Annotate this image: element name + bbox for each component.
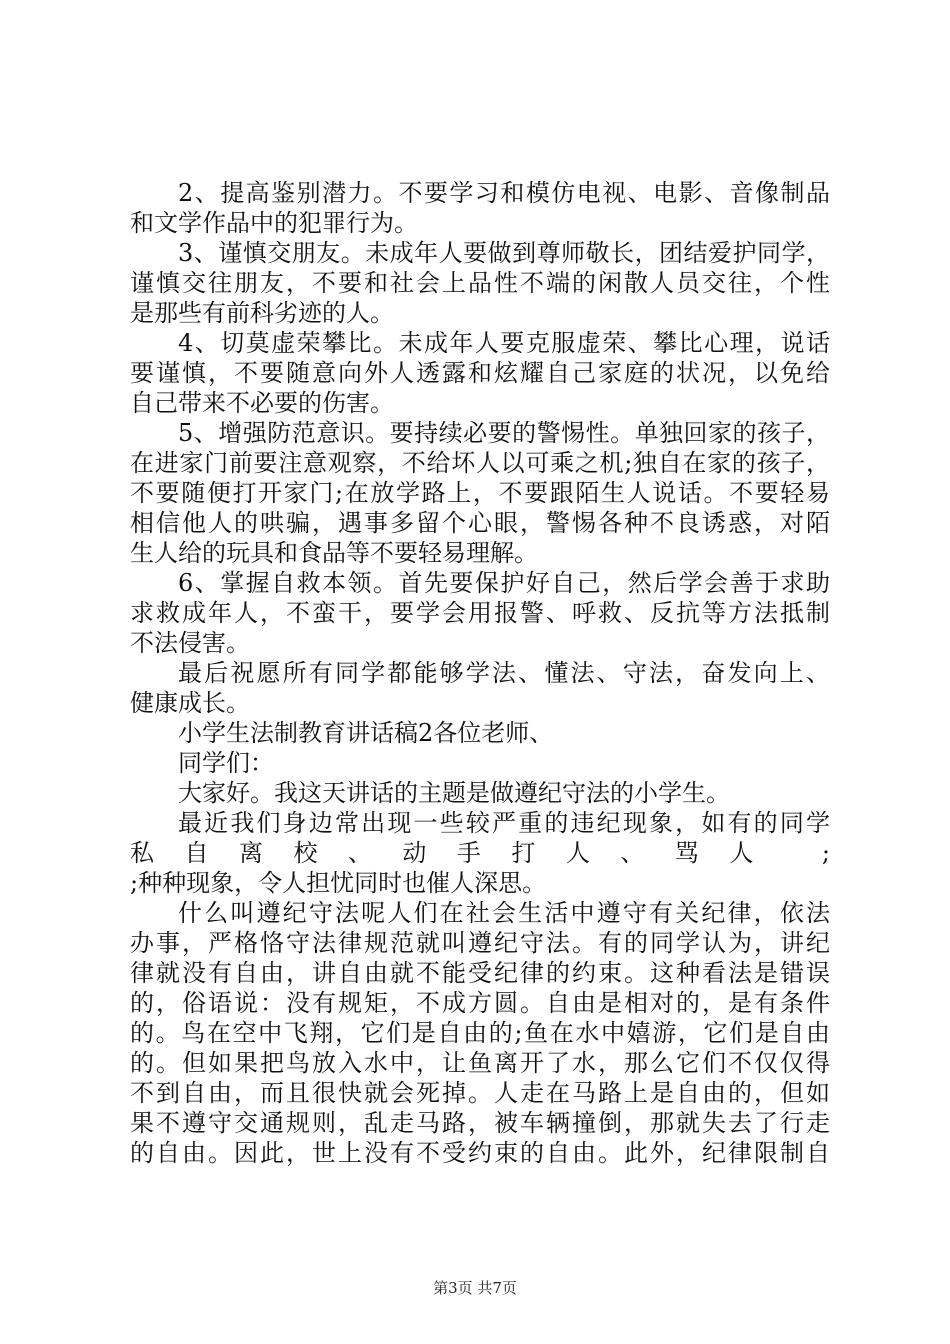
text-line: 同学们： <box>178 749 274 777</box>
text-line: 的自由。因此，世上没有不受约束的自由。此外，纪律限制自 <box>130 1139 830 1167</box>
text-line: 果不遵守交通规则，乱走马路，被车辆撞倒，那就失去了行走 <box>130 1109 830 1137</box>
text-line: 的。鸟在空中飞翔，它们是自由的;鱼在水中嬉游，它们是自由 <box>130 1019 830 1047</box>
text-line: 在进家门前要注意观察，不给坏人以可乘之机;独自在家的孩子， <box>130 449 830 477</box>
text-line: 3、谨慎交朋友。未成年人要做到尊师敬长，团结爱护同学， <box>178 239 830 267</box>
text-line: 私自离校、动手打人、骂人 ; <box>130 839 830 867</box>
text-line: 求救成年人，不蛮干，要学会用报警、呼救、反抗等方法抵制 <box>130 599 830 627</box>
text-line: 健康成长。 <box>130 689 250 717</box>
text-line: 2、提高鉴别潜力。不要学习和模仿电视、电影、音像制品 <box>178 179 830 207</box>
text-line: 大家好。我这天讲话的主题是做遵纪守法的小学生。 <box>178 779 730 807</box>
text-line: 生人给的玩具和食品等不要轻易理解。 <box>130 539 538 567</box>
text-line: 6、掌握自救本领。首先要保护好自己，然后学会善于求助 <box>178 569 830 597</box>
text-line: 5、增强防范意识。要持续必要的警惕性。单独回家的孩子， <box>178 419 830 447</box>
text-line: 自己带来不必要的伤害。 <box>130 389 394 417</box>
text-line: 办事，严格恪守法律规范就叫遵纪守法。有的同学认为，讲纪 <box>130 929 830 957</box>
text-line: 小学生法制教育讲话稿2各位老师、 <box>178 719 554 747</box>
text-line: 不法侵害。 <box>130 629 250 657</box>
text-line: 是那些有前科劣迹的人。 <box>130 299 394 327</box>
text-line: 不到自由，而且很快就会死掉。人走在马路上是自由的，但如 <box>130 1079 830 1107</box>
text-line: 谨慎交往朋友，不要和社会上品性不端的闲散人员交往，个性 <box>130 269 830 297</box>
text-line: 要谨慎，不要随意向外人透露和炫耀自己家庭的状况，以免给 <box>130 359 830 387</box>
text-line: 律就没有自由，讲自由就不能受纪律的约束。这种看法是错误 <box>130 959 830 987</box>
text-line: 什么叫遵纪守法呢人们在社会生活中遵守有关纪律，依法 <box>178 899 830 927</box>
text-line: 最后祝愿所有同学都能够学法、懂法、守法，奋发向上、 <box>178 659 830 687</box>
text-line: 和文学作品中的犯罪行为。 <box>130 209 418 237</box>
text-line: 4、切莫虚荣攀比。未成年人要克服虚荣、攀比心理，说话 <box>178 329 830 357</box>
text-line: 的，俗语说：没有规矩，不成方圆。自由是相对的，是有条件 <box>130 989 830 1017</box>
page-footer: 第3页 共7页 <box>433 1279 517 1297</box>
text-line: 不要随便打开家门;在放学路上，不要跟陌生人说话。不要轻易 <box>130 479 830 507</box>
text-line: 相信他人的哄骗，遇事多留个心眼，警惕各种不良诱惑，对陌 <box>130 509 830 537</box>
text-line: 的。但如果把鸟放入水中，让鱼离开了水，那么它们不仅仅得 <box>130 1049 830 1077</box>
text-line: ;种种现象，令人担忧同时也催人深思。 <box>130 869 547 897</box>
text-line: 最近我们身边常出现一些较严重的违纪现象，如有的同学 <box>178 809 830 837</box>
